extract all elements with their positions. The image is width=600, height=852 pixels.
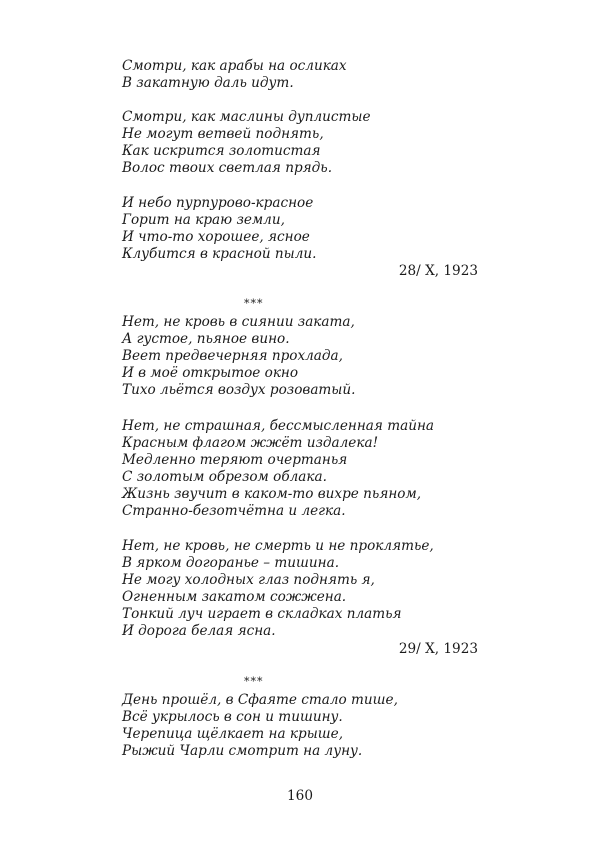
poem2-stanza-3: [122, 538, 434, 641]
poem2-stanza-2: [122, 418, 434, 521]
verse-line: Тихо льётся воздух розоватый.: [122, 382, 356, 399]
verse-line: Странно-безотчётна и легка.: [122, 503, 346, 520]
verse-line: В закатную даль идут.: [122, 75, 294, 92]
verse-line: Нет, не страшная, бессмысленная тайна: [122, 418, 435, 434]
verse-line: Рыжий Чарли смотрит на луну.: [122, 743, 363, 760]
poem2-date: 29/ X, 1923: [398, 641, 478, 657]
verse-line: Волос твоих светлая прядь.: [122, 160, 333, 177]
poem2-stanza-1: [122, 314, 355, 399]
verse-line: Смотри, как маслины дуплистые: [122, 109, 371, 125]
verse-line: Огненным закатом сожжена.: [122, 589, 347, 606]
page-number: 160: [287, 788, 313, 804]
poem3-separator: ***: [244, 675, 264, 688]
verse-line: Клубится в красной пыли.: [122, 246, 317, 263]
verse-line: День прошёл, в Сфаяте стало тише,: [122, 692, 398, 708]
poem3-stanza-1: [122, 692, 398, 760]
verse-line: Тонкий луч играет в складках платья: [122, 606, 402, 623]
verse-line: Горит на краю земли,: [122, 212, 285, 229]
verse-line: А густое, пьяное вино.: [122, 331, 290, 348]
verse-line: Не могут ветвей поднять,: [122, 126, 324, 143]
verse-line: Нет, не кровь, не смерть и не проклятье,: [122, 538, 434, 554]
poem2-separator: ***: [244, 297, 264, 310]
verse-line: Красным флагом жжёт издалека!: [122, 435, 379, 452]
poem1-stanza-3: [122, 195, 316, 263]
verse-line: В ярком догоранье – тишина.: [122, 555, 340, 572]
poem1-date: 28/ X, 1923: [398, 263, 478, 279]
poem1-stanza-2: [122, 109, 371, 177]
verse-line: И небо пурпурово-красное: [122, 195, 314, 211]
verse-line: Всё укрылось в сон и тишину.: [122, 709, 343, 726]
verse-line: Жизнь звучит в каком-то вихре пьяном,: [122, 486, 422, 503]
verse-line: Не могу холодных глаз поднять я,: [122, 572, 375, 589]
verse-line: И в моё открытое окно: [122, 365, 299, 382]
verse-line: Черепица щёлкает на крыше,: [122, 726, 344, 743]
verse-line: Смотри, как арабы на осликах: [122, 58, 347, 74]
verse-line: Веет предвечерняя прохлада,: [122, 348, 343, 365]
verse-line: Медленно теряют очертанья: [122, 452, 348, 469]
poem1-stanza-1: [122, 58, 347, 92]
verse-line: Нет, не кровь в сиянии заката,: [122, 314, 355, 330]
verse-line: Как искрится золотистая: [122, 143, 321, 160]
verse-line: И что-то хорошее, ясное: [122, 229, 310, 246]
verse-line: И дорога белая ясна.: [122, 623, 276, 640]
verse-line: С золотым обрезом облака.: [122, 469, 327, 486]
